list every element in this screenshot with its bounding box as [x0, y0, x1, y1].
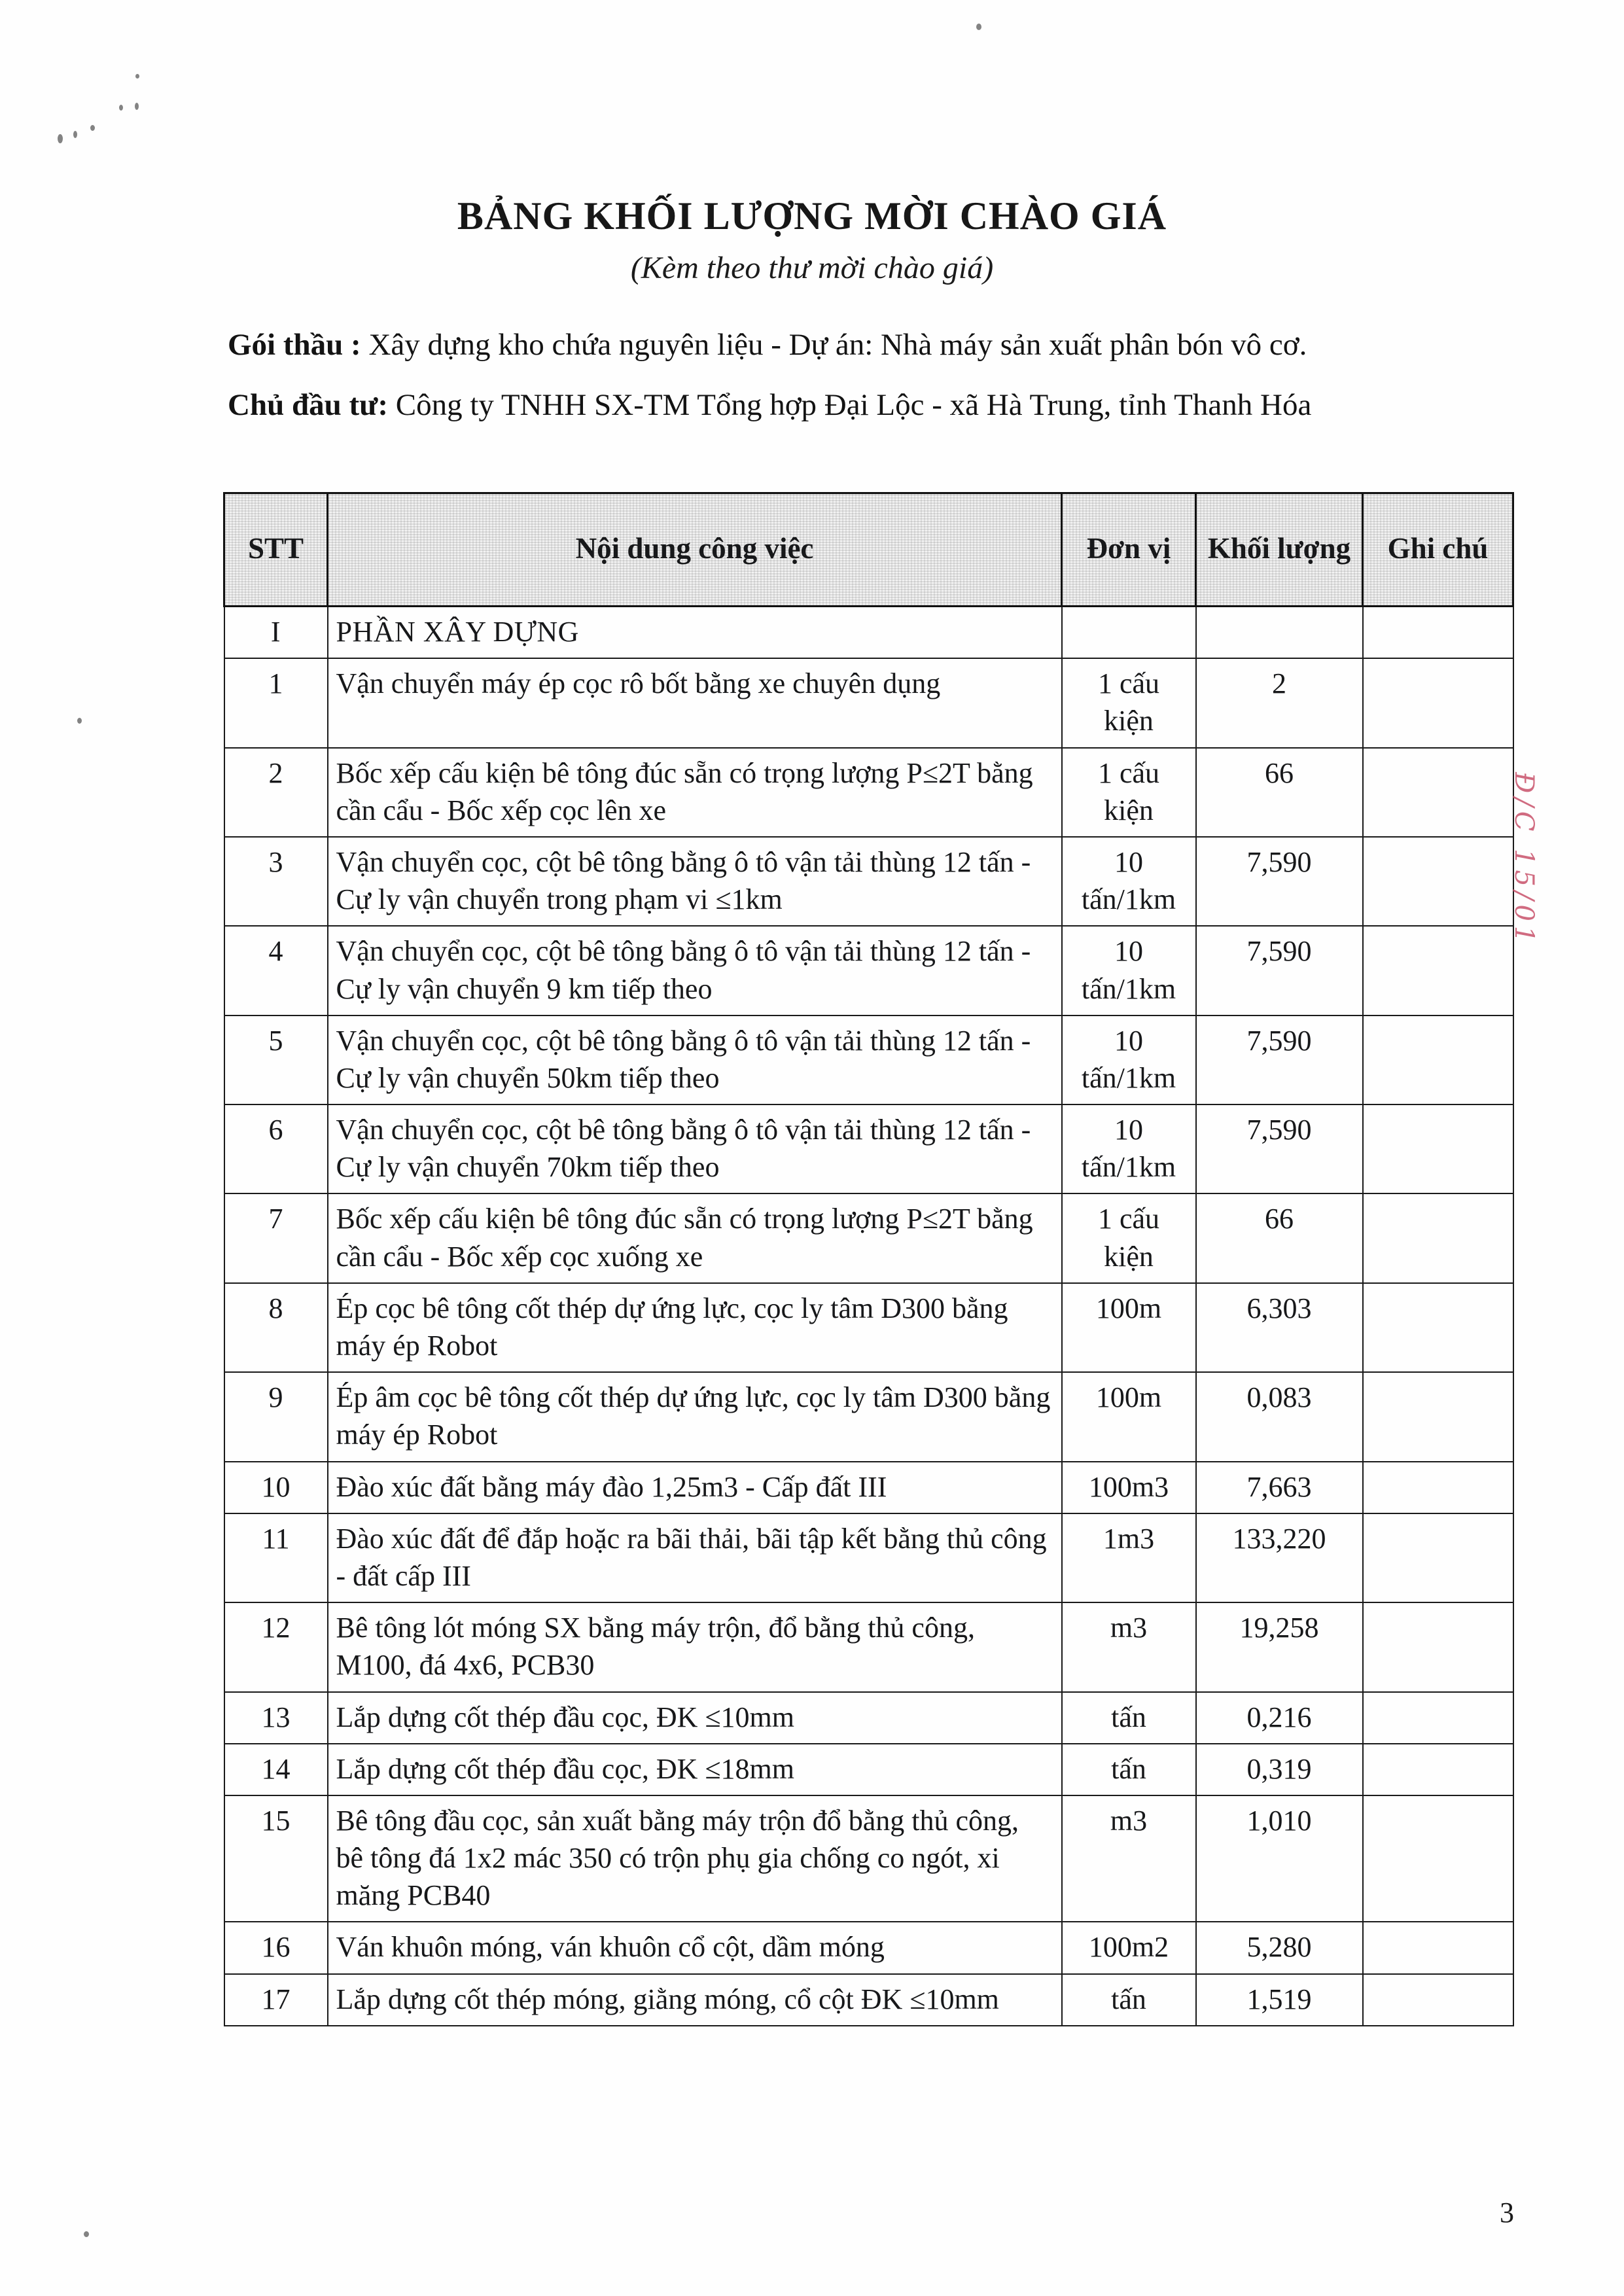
cell-unit: 100m3: [1062, 1462, 1196, 1513]
scan-speck: [58, 134, 63, 143]
cell-quantity: 7,590: [1196, 837, 1363, 926]
table-row: [224, 926, 1513, 1015]
column-header-stt: STT: [224, 493, 328, 607]
cell-note: [1363, 1462, 1513, 1513]
meta-label-investor: Chủ đầu tư:: [228, 388, 389, 422]
cell-note: [1363, 1283, 1513, 1372]
cell-description: Ép cọc bê tông cốt thép dự ứng lực, cọc ly tâm D300 bằng máy ép Robot: [328, 1283, 1062, 1372]
page-subtitle: (Kèm theo thư mời chào giá): [630, 251, 994, 285]
cell-stt: 4: [224, 926, 328, 1015]
cell-stt: 11: [224, 1513, 328, 1602]
cell-note: [1363, 1795, 1513, 1922]
cell-quantity: 7,663: [1196, 1462, 1363, 1513]
cell-description: Bốc xếp cấu kiện bê tông đúc sẵn có trọng lượng P≤2T bằng cần cẩu - Bốc xếp cọc lên xe: [328, 748, 1062, 837]
cell-quantity: 0,083: [1196, 1372, 1363, 1461]
cell-note: [1363, 1974, 1513, 2026]
cell-stt: 12: [224, 1602, 328, 1691]
cell-description: Vận chuyển cọc, cột bê tông bằng ô tô vận tải thùng 12 tấn - Cự ly vận chuyển 70km tiếp theo: [328, 1104, 1062, 1193]
column-header-quantity: Khối lượng: [1196, 493, 1363, 607]
cell-unit: tấn: [1062, 1974, 1196, 2026]
scan-speck: [119, 105, 123, 111]
cell-stt: 14: [224, 1744, 328, 1795]
table-row: [224, 1104, 1513, 1193]
cell-unit: m3: [1062, 1602, 1196, 1691]
meta-value-investor: Công ty TNHH SX-TM Tổng hợp Đại Lộc - xã Hà Trung, tỉnh Thanh Hóa: [395, 388, 1312, 422]
cell-note: [1363, 658, 1513, 747]
table-header-row: [224, 493, 1513, 607]
cell-stt: 2: [224, 748, 328, 837]
cell-unit: m3: [1062, 1795, 1196, 1922]
cell-stt: 16: [224, 1922, 328, 1973]
cell-quantity: 133,220: [1196, 1513, 1363, 1602]
quantity-table: [223, 492, 1514, 2026]
cell-quantity: 7,590: [1196, 1104, 1363, 1193]
cell-quantity: 5,280: [1196, 1922, 1363, 1973]
cell-description: Lắp dựng cốt thép đầu cọc, ĐK ≤18mm: [328, 1744, 1062, 1795]
cell-description: Vận chuyển cọc, cột bê tông bằng ô tô vận tải thùng 12 tấn - Cự ly vận chuyển 50km tiếp theo: [328, 1016, 1062, 1104]
table-body: [224, 607, 1513, 2026]
cell-note: [1363, 607, 1513, 659]
cell-quantity: 6,303: [1196, 1283, 1363, 1372]
table-row: [224, 1744, 1513, 1795]
table-row: [224, 748, 1513, 837]
cell-stt: 5: [224, 1016, 328, 1104]
table-row: [224, 1602, 1513, 1691]
cell-stt: 1: [224, 658, 328, 747]
table-row: [224, 1513, 1513, 1602]
cell-unit: tấn: [1062, 1692, 1196, 1744]
cell-note: [1363, 748, 1513, 837]
cell-quantity: 1,010: [1196, 1795, 1363, 1922]
cell-unit: 10 tấn/1km: [1062, 1016, 1196, 1104]
table-section-row: [224, 607, 1513, 659]
meta-line-package: [228, 327, 1307, 362]
table-row: [224, 1692, 1513, 1744]
cell-unit: 1 cấu kiện: [1062, 1193, 1196, 1282]
table-row: [224, 1283, 1513, 1372]
table-row: [224, 1372, 1513, 1461]
cell-note: [1363, 1513, 1513, 1602]
cell-note: [1363, 1016, 1513, 1104]
table-row: [224, 658, 1513, 747]
table-row: [224, 1016, 1513, 1104]
column-header-note: Ghi chú: [1363, 493, 1513, 607]
cell-stt: 10: [224, 1462, 328, 1513]
cell-note: [1363, 837, 1513, 926]
cell-quantity: 1,519: [1196, 1974, 1363, 2026]
scan-speck: [84, 2231, 89, 2237]
cell-stt: 15: [224, 1795, 328, 1922]
cell-description: Vận chuyển máy ép cọc rô bốt bằng xe chuyên dụng: [328, 658, 1062, 747]
table-row: [224, 1922, 1513, 1973]
cell-description: PHẦN XÂY DỰNG: [328, 607, 1062, 659]
cell-stt: 13: [224, 1692, 328, 1744]
cell-note: [1363, 1372, 1513, 1461]
cell-stt: 8: [224, 1283, 328, 1372]
cell-unit: 10 tấn/1km: [1062, 837, 1196, 926]
cell-description: Vận chuyển cọc, cột bê tông bằng ô tô vận tải thùng 12 tấn - Cự ly vận chuyển trong phạm vi ≤1km: [328, 837, 1062, 926]
table-row: [224, 1193, 1513, 1282]
cell-unit: 100m: [1062, 1283, 1196, 1372]
cell-quantity: 0,216: [1196, 1692, 1363, 1744]
cell-stt: 17: [224, 1974, 328, 2026]
cell-quantity: 0,319: [1196, 1744, 1363, 1795]
scan-speck: [135, 103, 139, 110]
cell-quantity: 66: [1196, 748, 1363, 837]
cell-stt: 3: [224, 837, 328, 926]
table-row: [224, 1462, 1513, 1513]
scan-speck: [77, 718, 82, 724]
table-row: [224, 1795, 1513, 1922]
scan-speck: [976, 24, 981, 30]
cell-quantity: 66: [1196, 1193, 1363, 1282]
cell-unit: 1m3: [1062, 1513, 1196, 1602]
cell-description: Đào xúc đất để đắp hoặc ra bãi thải, bãi tập kết bằng thủ công - đất cấp III: [328, 1513, 1062, 1602]
column-header-unit: Đơn vị: [1062, 493, 1196, 607]
cell-quantity: 2: [1196, 658, 1363, 747]
meta-label-package: Gói thầu :: [228, 328, 361, 362]
cell-description: Vận chuyển cọc, cột bê tông bằng ô tô vận tải thùng 12 tấn - Cự ly vận chuyển 9 km tiếp theo: [328, 926, 1062, 1015]
scan-speck: [135, 74, 139, 79]
cell-stt: 9: [224, 1372, 328, 1461]
cell-unit: tấn: [1062, 1744, 1196, 1795]
cell-description: Bê tông đầu cọc, sản xuất bằng máy trộn đổ bằng thủ công, bê tông đá 1x2 mác 350 có trộn phụ gia chống co ngót, xi măng PCB40: [328, 1795, 1062, 1922]
cell-description: Bê tông lót móng SX bằng máy trộn, đổ bằng thủ công, M100, đá 4x6, PCB30: [328, 1602, 1062, 1691]
cell-quantity: 19,258: [1196, 1602, 1363, 1691]
cell-unit: 100m: [1062, 1372, 1196, 1461]
cell-stt: 7: [224, 1193, 328, 1282]
cell-note: [1363, 1193, 1513, 1282]
cell-unit: [1062, 607, 1196, 659]
cell-note: [1363, 1744, 1513, 1795]
cell-unit: 10 tấn/1km: [1062, 926, 1196, 1015]
cell-quantity: 7,590: [1196, 926, 1363, 1015]
cell-description: Đào xúc đất bằng máy đào 1,25m3 - Cấp đất III: [328, 1462, 1062, 1513]
cell-note: [1363, 926, 1513, 1015]
cell-note: [1363, 1602, 1513, 1691]
cell-description: Bốc xếp cấu kiện bê tông đúc sẵn có trọng lượng P≤2T bằng cần cẩu - Bốc xếp cọc xuống xe: [328, 1193, 1062, 1282]
meta-line-investor: [228, 387, 1311, 423]
table-row: [224, 837, 1513, 926]
cell-note: [1363, 1104, 1513, 1193]
cell-unit: 1 cấu kiện: [1062, 658, 1196, 747]
cell-stt: 6: [224, 1104, 328, 1193]
cell-unit: 1 cấu kiện: [1062, 748, 1196, 837]
cell-note: [1363, 1692, 1513, 1744]
cell-stt: I: [224, 607, 328, 659]
cell-description: Lắp dựng cốt thép đầu cọc, ĐK ≤10mm: [328, 1692, 1062, 1744]
cell-quantity: 7,590: [1196, 1016, 1363, 1104]
table-row: [224, 1974, 1513, 2026]
scan-speck: [90, 125, 95, 131]
cell-description: Ép âm cọc bê tông cốt thép dự ứng lực, cọc ly tâm D300 bằng máy ép Robot: [328, 1372, 1062, 1461]
cell-unit: 10 tấn/1km: [1062, 1104, 1196, 1193]
scan-speck: [73, 131, 77, 138]
cell-quantity: [1196, 607, 1363, 659]
meta-value-package: Xây dựng kho chứa nguyên liệu - Dự án: Nhà máy sản xuất phân bón vô cơ.: [368, 328, 1307, 362]
page-number: 3: [1500, 2197, 1514, 2229]
cell-description: Ván khuôn móng, ván khuôn cổ cột, dầm móng: [328, 1922, 1062, 1973]
handwritten-margin-annotation: Đ/C 15/01: [1509, 772, 1539, 947]
cell-note: [1363, 1922, 1513, 1973]
column-header-description: Nội dung công việc: [328, 493, 1062, 607]
cell-description: Lắp dựng cốt thép móng, giằng móng, cổ cột ĐK ≤10mm: [328, 1974, 1062, 2026]
page-title: BẢNG KHỐI LƯỢNG MỜI CHÀO GIÁ: [457, 194, 1167, 238]
cell-unit: 100m2: [1062, 1922, 1196, 1973]
